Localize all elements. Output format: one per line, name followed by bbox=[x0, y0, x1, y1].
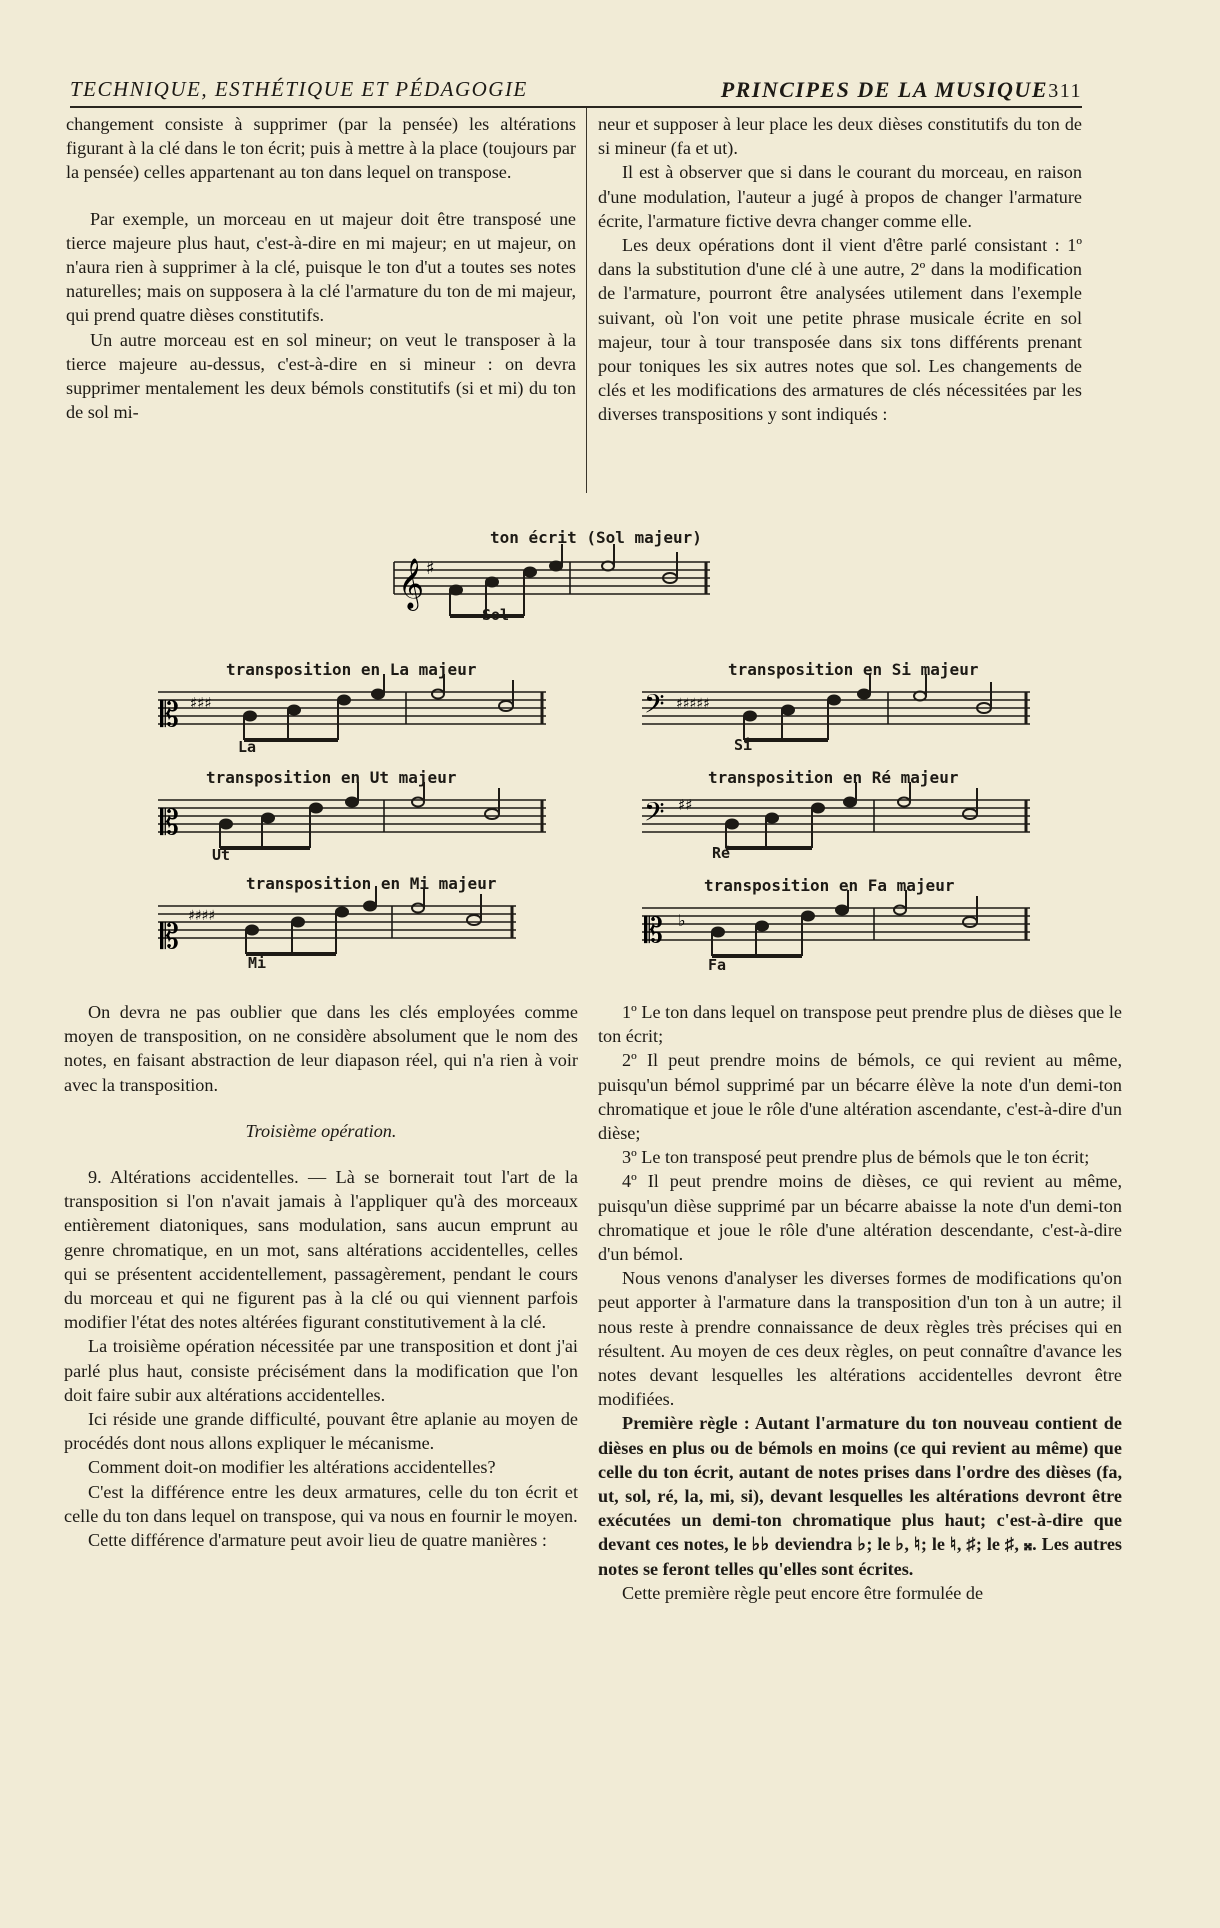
paragraph: On devra ne pas oublier que dans les clés employées comme moyen de transposition, on ne considère absolument que le nom des notes, en faisant abstraction de leur diapason réel, qui n'a rien à voir avec la transposition. bbox=[64, 1002, 578, 1095]
example-key-note: Ré bbox=[712, 844, 731, 862]
music-staff bbox=[156, 790, 546, 854]
music-staff bbox=[380, 550, 710, 620]
page-number: 311 bbox=[1048, 80, 1082, 102]
paragraph: 9. Altérations accidentelles. — Là se bornerait tout l'art de la transposition si l'on n'avait jamais à l'appliquer qu'à des morceaux entièrement diatoniques, sans modulation, sans aucun emprunt au genre chromatique, en un mot, sans altérations accidentelles, celles qui se présentent accidentellement, passagèrement, pendant le cours du morceau et qui ne figurent pas à la clé ou qui viennent parfois modifier l'état des notes altérées figurant constitutivement à la clé. bbox=[64, 1167, 578, 1333]
paragraph: 2º Il peut prendre moins de bémols, ce qui revient au même, puisqu'un bémol supprimé par un bécarre élève la note d'un demi-ton chromatique et joue le rôle d'une altération ascendante, c'est-à-dire d'un dièse; bbox=[598, 1050, 1122, 1144]
bottom-right-column bbox=[598, 1000, 1122, 1605]
music-example-ut bbox=[156, 766, 546, 866]
svg-text:𝄡: 𝄡 bbox=[160, 803, 179, 843]
svg-text:𝄡: 𝄡 bbox=[160, 917, 179, 957]
paragraph: Première règle : Autant l'armature du ton nouveau contient de dièses en plus ou de bémols en moins (ce qui revient au même) que celle du ton écrit, autant de notes prises dans l'ordre des dièses (fa, ut, sol, ré, la, mi, si), devant lesquelles les altérations devront être exécutées un demi-ton chromatique plus haut; c'est-à-dire que devant ces notes, le ♭♭ deviendra ♭; le ♭, ♮; le ♮, ♯; le ♯, 𝄪. Les autres notes se feront telles qu'elles sont écrites. bbox=[598, 1413, 1122, 1579]
paragraph: Nous venons d'analyser les diverses formes de modifications qu'on peut apporter à l'armature dans la transposition d'un ton à un autre; il nous reste à prendre connaissance de deux règles très précises qui en résultent. Au moyen de ces deux règles, on peut connaître d'avance les notes devant lesquelles les altérations accidentelles devront être modifiées. bbox=[598, 1268, 1122, 1410]
example-key-note: La bbox=[238, 738, 257, 756]
example-key-note: Fa bbox=[708, 956, 727, 974]
example-title: transposition en Ut majeur bbox=[206, 768, 457, 787]
music-staff bbox=[640, 682, 1030, 746]
running-head-left: TECHNIQUE, ESTHÉTIQUE ET PÉDAGOGIE bbox=[70, 77, 528, 101]
paragraph: La troisième opération nécessitée par une transposition et dont j'ai parlé plus haut, consiste précisément dans la modification que l'on doit faire subir aux altérations accidentelles. bbox=[64, 1336, 578, 1405]
example-title: transposition en Si majeur bbox=[728, 660, 979, 679]
paragraph: neur et supposer à leur place les deux dièses constitutifs du ton de si mineur (fa et ut). bbox=[598, 114, 1082, 159]
music-staff bbox=[640, 790, 1030, 854]
paragraph: Il est à observer que si dans le courant du morceau, en raison d'une modulation, l'auteur a jugé à propos de changer l'armature écrite, l'armature fictive devra changer comme elle. bbox=[598, 162, 1082, 231]
music-staff bbox=[156, 896, 546, 960]
paragraph: 3º Le ton transposé peut prendre plus de bémols que le ton écrit; bbox=[622, 1147, 1090, 1168]
paragraph: changement consiste à supprimer (par la pensée) les altérations figurant à la clé dans le ton écrit; puis à mettre à la place (toujours par la pensée) celles appartenant au ton dans lequel on transpose. bbox=[66, 114, 576, 183]
paragraph: C'est la différence entre les deux armatures, celle du ton écrit et celle du ton dans lequel on transpose, qui va nous en fournir le moyen. bbox=[64, 1481, 578, 1526]
music-example-re bbox=[640, 766, 1030, 866]
svg-text:♯♯♯♯: ♯♯♯♯ bbox=[188, 908, 216, 924]
bottom-left-column bbox=[64, 1000, 578, 1552]
svg-text:♯♯: ♯♯ bbox=[678, 796, 693, 814]
svg-text:♯♯♯♯♯: ♯♯♯♯♯ bbox=[676, 696, 710, 712]
section-heading: Troisième opération. bbox=[245, 1120, 397, 1141]
svg-text:𝄞: 𝄞 bbox=[398, 558, 425, 609]
music-example-sol bbox=[380, 526, 710, 626]
svg-text:♭: ♭ bbox=[678, 911, 686, 930]
svg-text:𝄡: 𝄡 bbox=[644, 911, 663, 951]
music-staff bbox=[640, 898, 1030, 962]
svg-text:𝄢: 𝄢 bbox=[644, 796, 665, 834]
example-key-note: Si bbox=[734, 736, 753, 754]
example-key-note: Ut bbox=[212, 846, 231, 864]
example-key-note: Mi bbox=[248, 954, 267, 972]
example-title: transposition en Ré majeur bbox=[708, 768, 959, 787]
svg-text:♯♯♯: ♯♯♯ bbox=[190, 694, 212, 712]
running-head bbox=[70, 74, 1082, 108]
paragraph: Par exemple, un morceau en ut majeur doit être transposé une tierce majeure plus haut, c'est-à-dire en mi majeur; en ut majeur, on n'aura rien à supprimer à la clé, puisque le ton d'ut a toutes ses notes naturelles; mais on supposera à la clé l'armature du ton de mi majeur, qui prend quatre dièses constitutifs. bbox=[66, 208, 576, 326]
example-title: transposition en Mi majeur bbox=[246, 874, 497, 893]
example-title: ton écrit (Sol majeur) bbox=[490, 528, 702, 547]
paragraph: Les deux opérations dont il vient d'être parlé consistant : 1º dans la substitution d'une clé à une autre, 2º dans la modification de l'armature, pourront être analysées utilement dans l'exemple suivant, où l'on voit une petite phrase musicale écrite en sol majeur, tour à tour transposée dans six tons différents prenant pour toniques les six autres notes que sol. Les changements de clés et les modifications des armatures de clés nécessitées par les diverses transpositions y sont indiqués : bbox=[598, 235, 1082, 425]
svg-text:𝄡: 𝄡 bbox=[160, 695, 179, 735]
paragraph: Cette différence d'armature peut avoir lieu de quatre manières : bbox=[88, 1530, 547, 1551]
music-example-mi bbox=[156, 872, 546, 982]
music-staff bbox=[156, 682, 546, 746]
top-right-column bbox=[598, 112, 1082, 427]
music-example-la bbox=[156, 658, 546, 758]
svg-text:𝄢: 𝄢 bbox=[644, 688, 665, 726]
running-head-right: PRINCIPES DE LA MUSIQUE bbox=[720, 77, 1048, 102]
paragraph: 4º Il peut prendre moins de dièses, ce qui revient au même, puisqu'un dièse supprimé par un bécarre abaisse la note d'un demi-ton chromatique et joue le rôle d'une altération descendante, c'est-à-dire d'un bémol. bbox=[598, 1171, 1122, 1265]
example-title: transposition en La majeur bbox=[226, 660, 477, 679]
example-title: transposition en Fa majeur bbox=[704, 876, 955, 895]
music-example-fa bbox=[640, 876, 1030, 976]
example-key-note: Sol bbox=[482, 606, 510, 624]
paragraph: Ici réside une grande difficulté, pouvant être aplanie au moyen de procédés dont nous allons expliquer le mécanisme. bbox=[64, 1409, 578, 1454]
column-rule bbox=[586, 108, 587, 493]
top-left-column bbox=[66, 112, 576, 424]
svg-text:♯: ♯ bbox=[426, 558, 435, 579]
paragraph: Cette première règle peut encore être formulée de bbox=[622, 1582, 984, 1603]
paragraph: 1º Le ton dans lequel on transpose peut prendre plus de dièses que le ton écrit; bbox=[598, 1002, 1122, 1047]
music-example-si bbox=[640, 658, 1030, 758]
paragraph: Un autre morceau est en sol mineur; on veut le transposer à la tierce majeure au-dessus, c'est-à-dire en si mineur : on devra supprimer mentalement les deux bémols constitutifs (si et mi) du ton de sol mi- bbox=[66, 329, 576, 423]
paragraph: Comment doit-on modifier les altérations accidentelles? bbox=[88, 1457, 496, 1478]
